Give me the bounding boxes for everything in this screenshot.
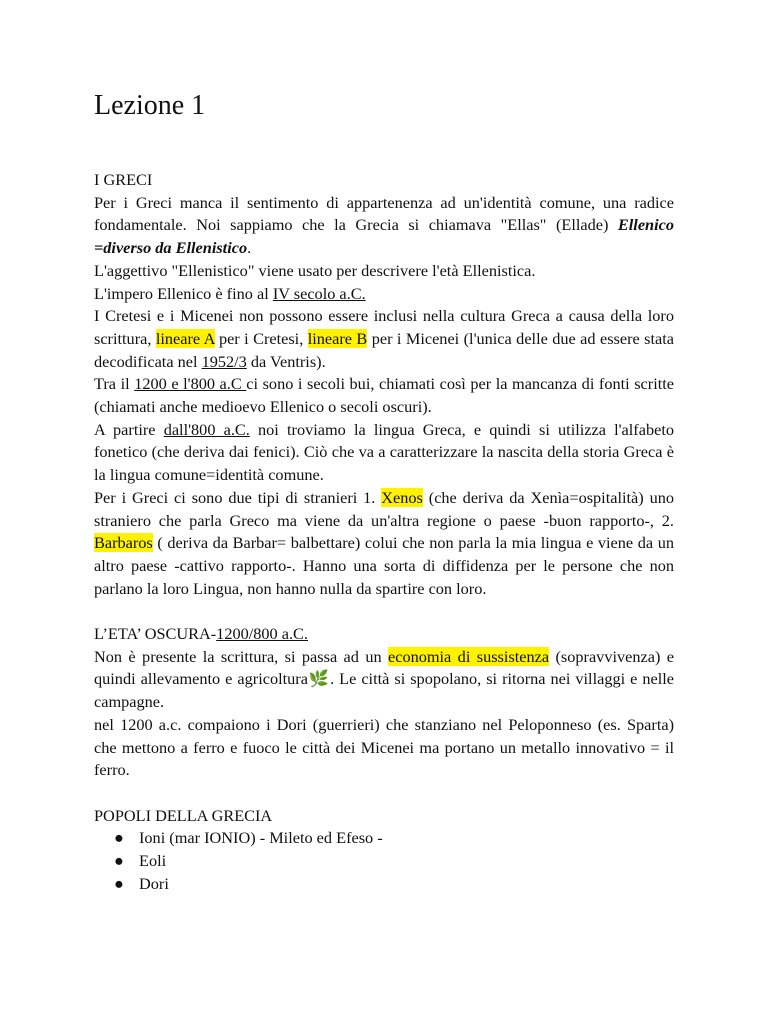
page-title: Lezione 1 [94,90,206,121]
paragraph-greci-2: L'aggettivo "Ellenistico" viene usato per descrivere l'età Ellenistica. [94,260,536,280]
bold-italic-definition: Ellenico =diverso da Ellenistico [94,215,674,258]
highlight-lineare-b: lineare B [307,328,368,348]
text-span: L'impero Ellenico è fino al [94,283,273,303]
paragraph-greci-3 [94,283,674,306]
text-span: Tra il [94,374,135,394]
herb-icon: 🌿 [307,669,331,689]
paragraph-greci-1 [94,192,674,260]
underlined-date: 1200/800 a.C. [216,624,308,644]
text-span: da Ventris). [246,351,326,371]
section-heading-popoli: POPOLI DELLA GRECIA [94,805,273,825]
text-span: I Cretesi e i Micenei non possono essere inclusi nella cultura Greca a causa della loro scrittura, [94,306,674,348]
paragraph-greci-7 [94,487,674,601]
paragraph-eta-oscura-2: nel 1200 a.c. compaiono i Dori (guerrieri) che stanziano nel Peloponneso (es. Sparta) che mettono a ferro e fuoco le città dei Micenei ma portano un metallo innovativo = il ferro. [94,714,674,780]
document-content [94,88,674,895]
text-span: (sopravvivenza) e quindi allevamento e agricoltura [94,646,674,689]
section-heading-eta-oscura [94,623,674,646]
underlined-date: IV secolo a.C. [272,283,366,303]
text-span: . [247,238,252,258]
text-span: Non è presente la scrittura, si passa ad un [94,646,388,666]
text-span: noi troviamo la lingua Greca, e quindi si utilizza l'alfabeto fonetico (che deriva dai fenici). Ciò che va a caratterizzare la nascita della storia Greca è la lingua comune=identità comune. [94,419,674,485]
list-item [94,827,674,850]
list-item-text: Eoli [139,851,167,871]
highlight-barbaros: Barbaros [94,533,153,553]
text-span: L’ETA’ OSCURA- [94,624,217,644]
highlight-xenos: Xenos [381,487,423,507]
text-span: . Le città si spopolano, si ritorna nei villaggi e nelle campagne. [94,669,674,712]
text-span: per i Cretesi, [214,328,308,348]
underlined-date: 1200 e l'800 a.C [134,374,247,394]
underlined-date: 1952/3 [201,351,247,371]
text-span: Per i Greci ci sono due tipi di stranieri 1. [94,487,382,507]
list-item [94,850,674,873]
bullet-icon: ● [114,828,124,848]
section-heading-greci: I GRECI [94,170,153,189]
list-item-text: Ioni (mar IONIO) - Mileto ed Efeso - [139,828,383,848]
paragraph-spacer [94,600,674,623]
highlight-economia: economia di sussistenza [388,646,550,666]
paragraph-greci-4 [94,305,674,373]
text-span: A partire [94,419,164,439]
bullet-icon: ● [114,851,124,871]
list-item-text: Dori [139,873,169,893]
text-span: (che deriva da Xenìa=ospitalità) uno straniero che parla Greco ma viene da un'altra regione o paese -buon rapporto-, 2. [94,487,674,530]
underlined-date: dall'800 a.C. [163,419,250,439]
text-span: per i Micenei (l'unica delle due ad essere stata decodificata nel [94,328,674,371]
highlight-lineare-a: lineare A [155,328,215,348]
paragraph-eta-oscura-1 [94,646,674,714]
text-span: ci sono i secoli bui, chiamati così per la mancanza di fonti scritte (chiamati anche medioevo Ellenico o secoli oscuri). [94,374,674,417]
paragraph-spacer [94,782,674,805]
bullet-icon: ● [114,873,124,893]
text-span: Per i Greci manca il sentimento di appartenenza ad un'identità comune, una radice fondamentale. Noi sappiamo che la Grecia si chiamava "Ellas" (Ellade) [94,192,674,235]
paragraph-greci-6 [94,419,674,487]
paragraph-greci-5 [94,373,674,418]
list-item [94,873,674,896]
popoli-list [94,827,674,895]
text-span: ( deriva da Barbar= balbettare) colui che non parla la mia lingua e viene da un altro paese -cattivo rapporto-. Hanno una sorta di diffidenza per le persone che non parlano la loro Lingua, non hanno nulla da spartire con loro. [94,533,674,598]
